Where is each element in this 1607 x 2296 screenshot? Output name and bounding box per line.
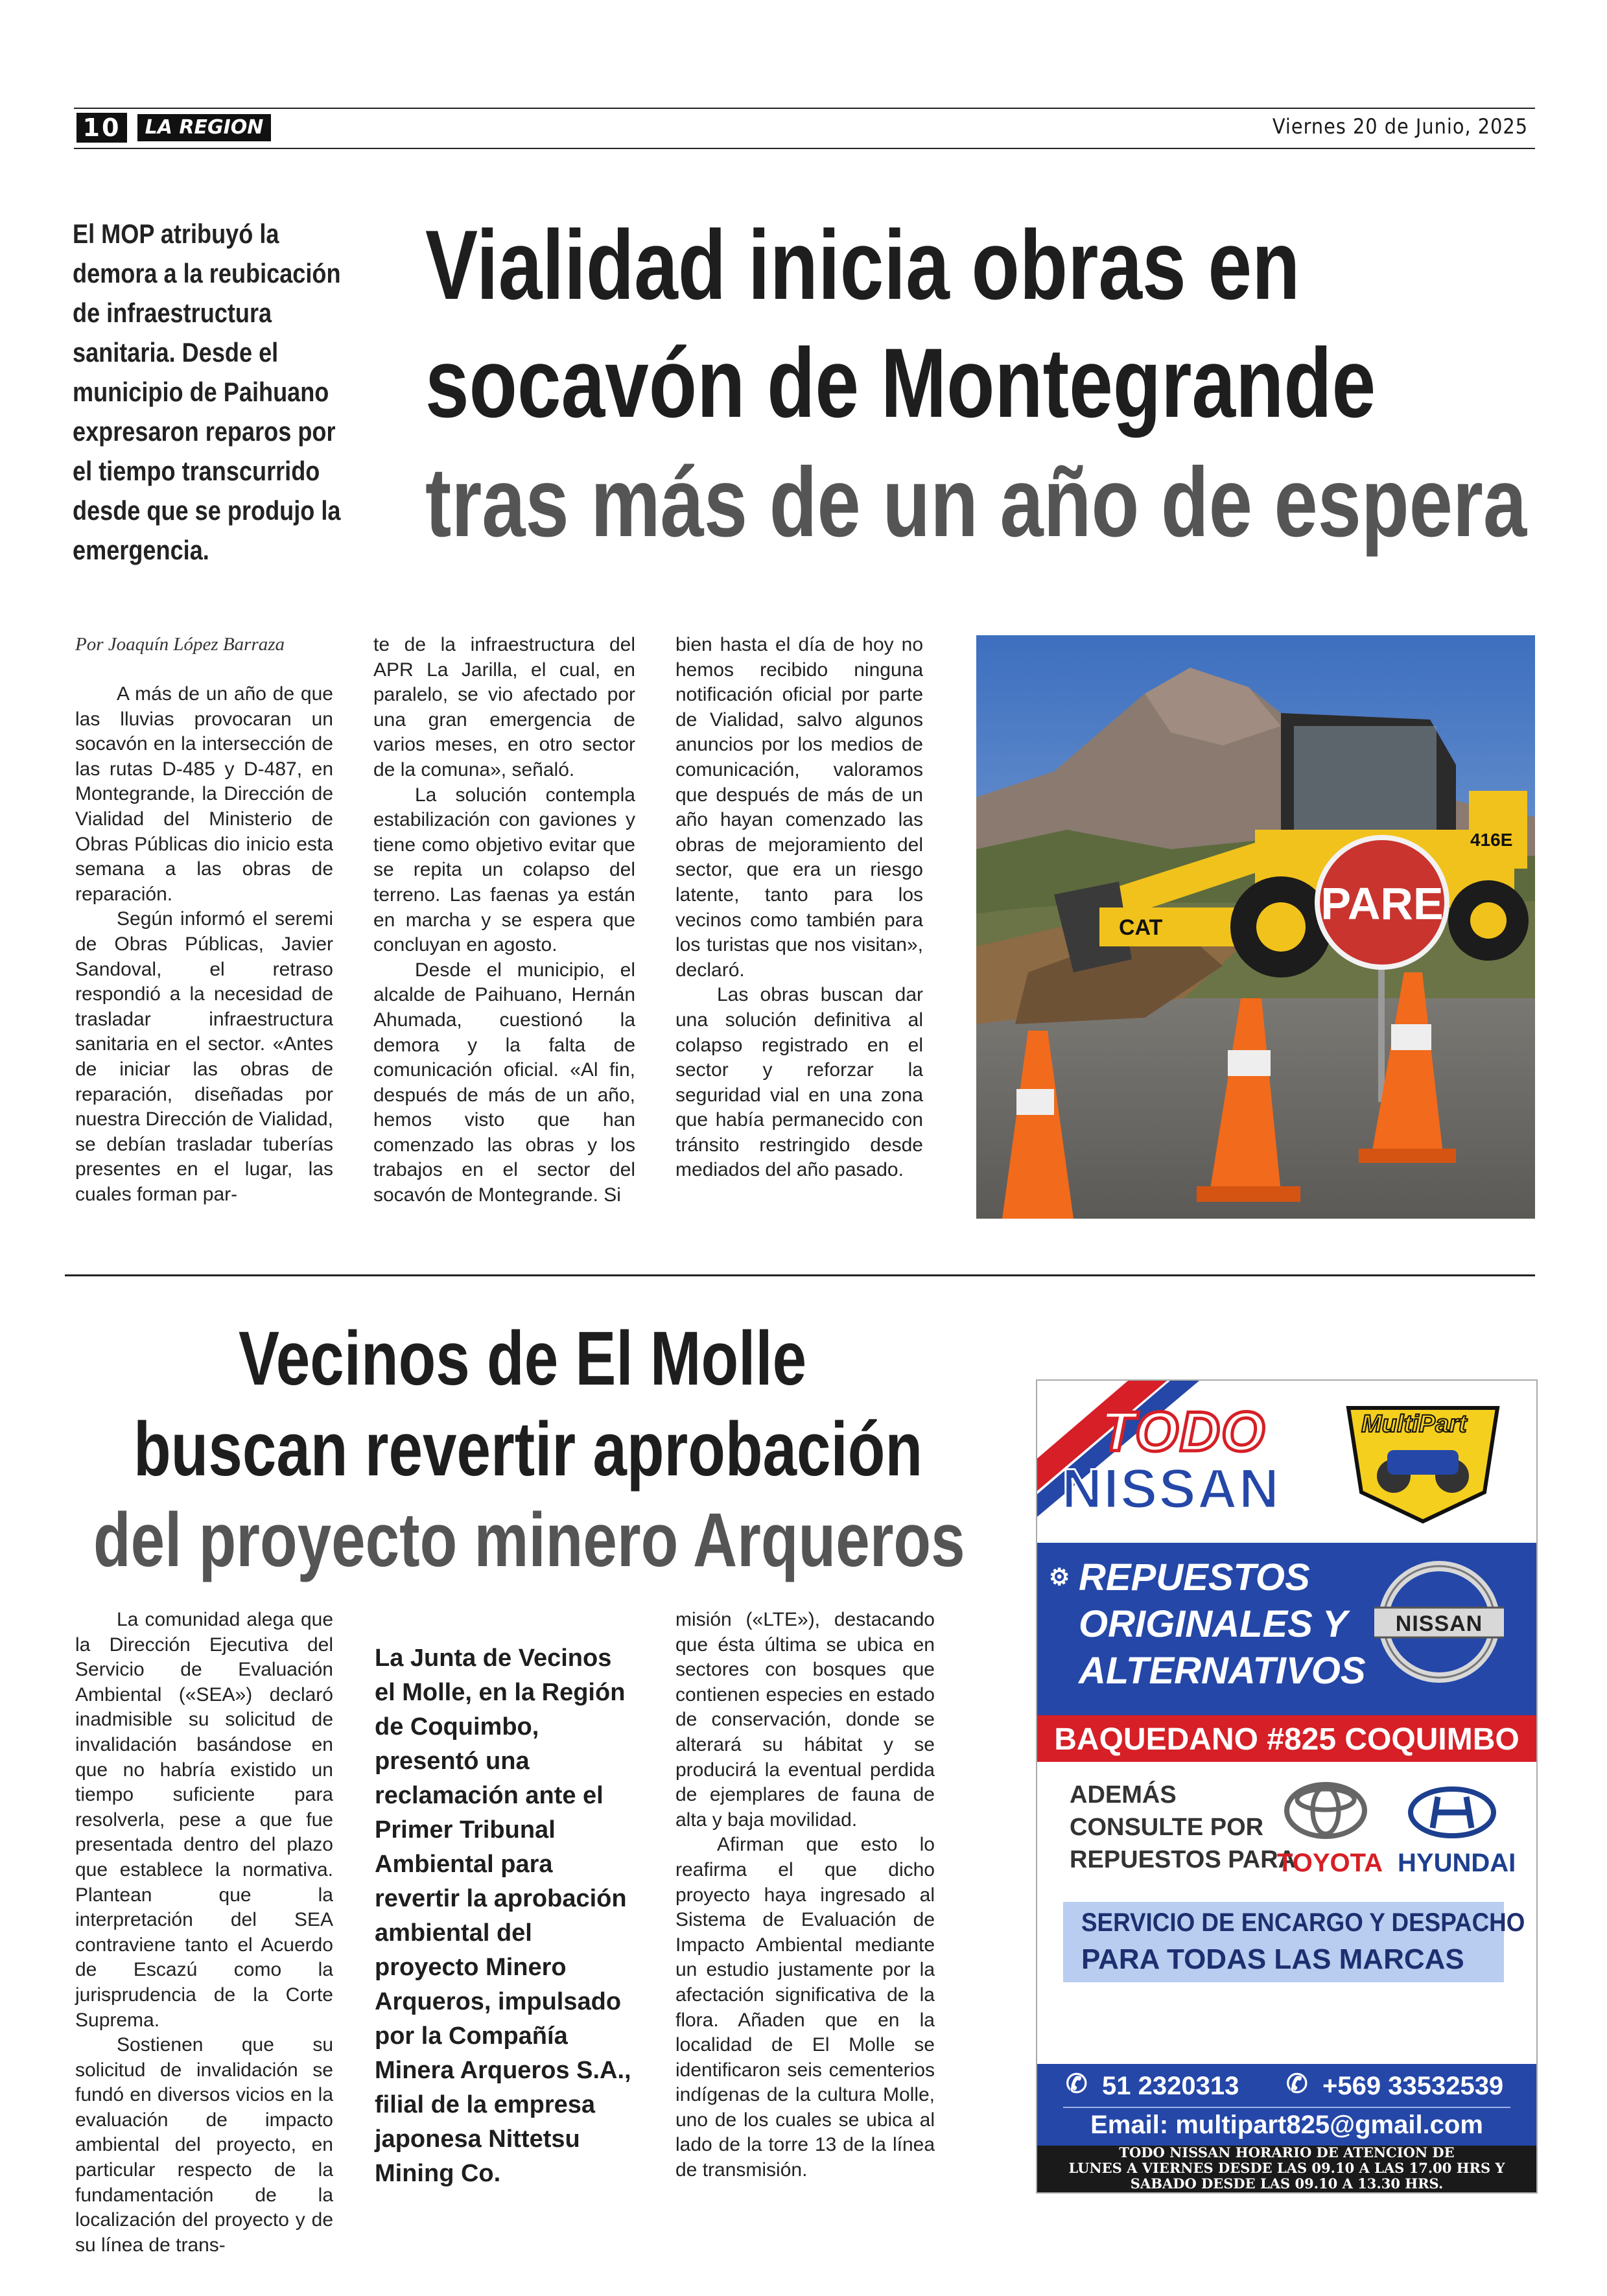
issue-date: Viernes 20 de Junio, 2025: [1272, 114, 1528, 139]
page-number: 10: [76, 113, 127, 143]
ad-hours-panel: [1037, 2146, 1536, 2192]
machine-model: 416E: [1470, 830, 1513, 850]
ad-brand-line2: NISSAN: [1062, 1458, 1280, 1520]
paragraph: Según informó el seremi de Obras Públicas, Javier Sandoval, el retraso respondió a la necesidad de trasladar infraestructura sanitaria en el sector. «Antes de iniciar las obras de reparación, diseñadas por nuestra Dirección de Vialidad, se debían trasladar tuberías presentes en el lugar, las cuales forman par-: [75, 908, 334, 1205]
ad-gear-icon: ⚙: [1049, 1564, 1070, 1590]
paragraph: Sostienen que su solicitud de invalidación se fundó en diversos vicios en la evaluación de impacto ambiental del proyecto, en particular respecto de la fundamentación de la localización del proyecto y de su línea de trans-: [75, 2034, 333, 2256]
ad-heading-line1: REPUESTOS: [1079, 1556, 1310, 1599]
ad-hours-line1: TODO NISSAN HORARIO DE ATENCION DE: [1119, 2144, 1455, 2161]
ad-hours-line2: LUNES A VIERNES DESDE LAS 09.10 A LAS 17.00 HRS Y: [1068, 2160, 1505, 2176]
paragraph: A más de un año de que las lluvias provocaran un socavón en la intersección de las rutas D-485 y D-487, en Montegrande, la Dirección de Vialidad del Ministerio de Obras Públicas dio inicio esta semana a las obras de reparación.: [75, 683, 333, 905]
cat-logo: CAT: [1119, 915, 1163, 940]
ad-also-line1: ADEMÁS: [1070, 1781, 1177, 1809]
article2-headline-line3: del proyecto minero Arqueros: [93, 1497, 965, 1583]
article1-column-3: [675, 633, 923, 1183]
article1-headline-line1: Vialidad inicia obras en: [425, 210, 1300, 320]
article1-headline-line2: socavón de Montegrande: [425, 328, 1376, 438]
masthead-bottom-rule: [74, 148, 1535, 149]
multipart-logo-text: MultiPart: [1361, 1411, 1467, 1438]
hyundai-logo-icon: [1407, 1786, 1497, 1838]
masthead-top-rule: [74, 108, 1535, 109]
newspaper-logo: LA REGION: [137, 114, 271, 141]
phone-icon: ✆: [1066, 2070, 1088, 2098]
paragraph: La comunidad alega que la Dirección Ejecutiva del Servicio de Evaluación Ambiental («SEA») declaró inadmisible su solicitud de invalidación basándose en que no habría existido un tiempo suficiente para resolverla, pese a que fue presentada dentro del plazo que establece la normativa. Plantean que la interpretación del SEA contraviene tanto el Acuerdo de Escazú como la jurisprudencia de la Corte Suprema.: [75, 1609, 333, 2031]
ad-service-line2: PARA TODAS LAS MARCAS: [1081, 1943, 1464, 1975]
nissan-logo-text: NISSAN: [1395, 1611, 1483, 1636]
toyota-label: TOYOTA: [1277, 1849, 1383, 1877]
ad-service-box: [1063, 1902, 1525, 1982]
paragraph: Afirman que esto lo reafirma el que dicho proyecto haya ingresado al Sistema de Evaluación de Impacto Ambiental mediante un estudio justamente por la afectación significativa de la flora. Añaden que en la localidad de El Molle se identificaron seis cementerios indígenas de la cultura Molle, uno de los cuales se ubica al lado de la torre 13 de la línea de transmisión.: [675, 1834, 935, 2181]
article1-byline: Por Joaquín López Barraza: [75, 634, 285, 655]
article1-column-2: [373, 633, 635, 1208]
paragraph: te de la infraestructura del APR La Jarilla, el cual, en paralelo, se vio afectado por una gran emergencia de varios meses, en otro sector de la comuna», señaló.: [373, 634, 635, 780]
ad-address-bar: [1037, 1715, 1536, 1762]
ad-contact-panel: [1037, 2064, 1536, 2146]
ad-email[interactable]: Email: multipart825@gmail.com: [1090, 2111, 1483, 2139]
advertisement[interactable]: [1036, 1379, 1538, 2194]
paragraph: bien hasta el día de hoy no hemos recibido ninguna notificación oficial por parte de Vialidad, salvo algunos anuncios por los medios de comunicación, valoramos que después de más de un año hayan comenzado las obras de mejoramiento del sector, que era un riesgo latente, tanto para los vecinos como también para los turistas que nos visitan», declaró.: [675, 634, 923, 981]
ad-also-line2: CONSULTE POR: [1070, 1814, 1264, 1841]
article2-lead: La Junta de Vecinos el Molle, en la Región de Coquimbo, presentó una reclamación ante el Primer Tribunal Ambiental para revertir la aprobación ambiental del proyecto Minero Arqueros, impulsado por la Compañía Minera Arqueros S.A., filial de la empresa japonesa Nittetsu Mining Co.: [375, 1645, 631, 2187]
ad-phone1[interactable]: 51 2320313: [1102, 2072, 1239, 2100]
article2-headline-line2: buscan revertir aprobación: [134, 1407, 923, 1492]
ad-heading-line3: ALTERNATIVOS: [1079, 1650, 1366, 1692]
article1-photo: [976, 635, 1535, 1219]
article1-column-1: [75, 682, 333, 1207]
ad-header: [1037, 1381, 1536, 1543]
article2-headline-line1: Vecinos de El Molle: [239, 1316, 807, 1401]
construction-photo-illustration: [976, 635, 1535, 1219]
ad-brands-panel: [1037, 1762, 1536, 2064]
article1-deck: [73, 214, 341, 570]
ad-brand-line1: TODO: [1101, 1401, 1266, 1463]
article2-column-3: [675, 1608, 935, 2183]
multipart-logo: [1342, 1395, 1504, 1525]
article2-column-1: [75, 1608, 333, 2258]
whatsapp-icon: ✆: [1286, 2070, 1308, 2098]
ad-heading-line2: ORIGINALES Y: [1079, 1603, 1348, 1645]
paragraph: Las obras buscan dar una solución definitiva al colapso registrado en el sector y reforzar la seguridad vial en una zona que había permanecido con tránsito restringido desde mediados del año pasado.: [675, 984, 923, 1181]
article1-deck-text: El MOP atribuyó la demora a la reubicación de infraestructura sanitaria. Desde el municipio de Paihuano expresaron reparos por el tiempo transcurrido desde que se produjo la emergencia.: [73, 218, 341, 565]
ad-phone2[interactable]: +569 33532539: [1322, 2072, 1504, 2100]
pare-sign-text: PARE: [1320, 878, 1444, 929]
paragraph: La solución contempla estabilización con gaviones y tiene como objetivo evitar que se repita un colapso del terreno. Las faenas ya están en marcha y se espera que concluyan en agosto.: [373, 784, 635, 956]
section-divider: [65, 1274, 1535, 1276]
paragraph: Desde el municipio, el alcalde de Paihuano, Hernán Ahumada, cuestionó la demora y la falta de comunicación oficial. «Al fin, después de más de un año, hemos visto que han comenzado las obras y los trabajos en el sector del socavón de Montegrande. Si: [373, 959, 635, 1206]
contact-divider: [1063, 2107, 1510, 2108]
toyota-logo-icon: [1284, 1781, 1368, 1840]
ad-also-line3: REPUESTOS PARA: [1070, 1846, 1296, 1873]
nissan-logo: [1374, 1557, 1504, 1687]
ad-hours-line3: SABADO DESDE LAS 09.10 A 13.30 HRS.: [1130, 2175, 1444, 2192]
ad-service-line1: SERVICIO DE ENCARGO Y DESPACHO: [1081, 1908, 1525, 1937]
article1-headline-line3: tras más de un año de espera: [425, 447, 1527, 557]
paragraph: misión («LTE»), destacando que ésta última se ubica en sectores con bosques que contienen especies en estado de conservación, donde se alterará su hábitat y se producirá la eventual perdida de ejemplares de fauna de alta y baja movilidad.: [675, 1609, 935, 1831]
ad-address: BAQUEDANO #825 COQUIMBO: [1054, 1722, 1519, 1757]
hyundai-label: HYUNDAI: [1398, 1849, 1516, 1877]
